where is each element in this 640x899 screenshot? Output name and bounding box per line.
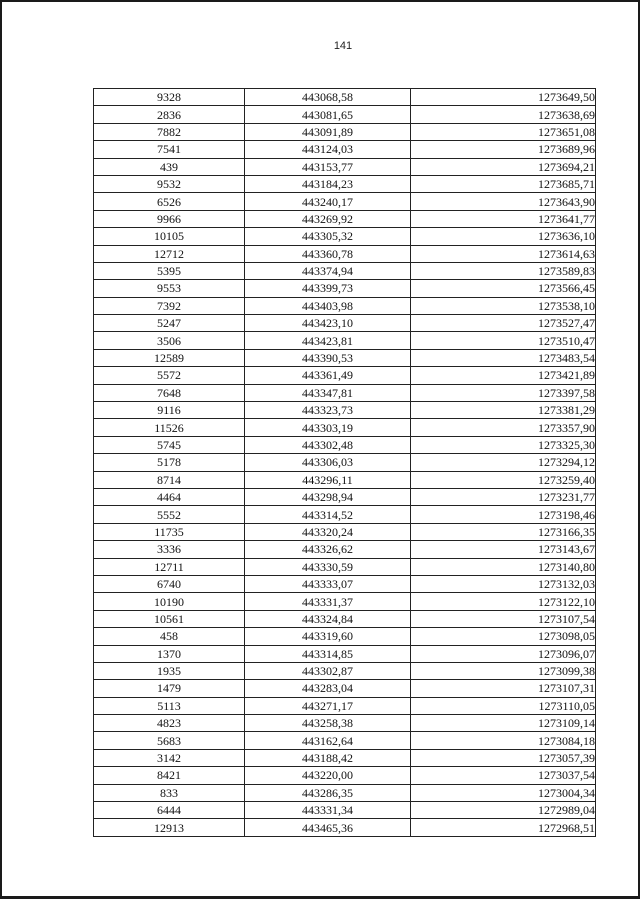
y-coordinate-cell: 1273527,47: [411, 315, 596, 332]
point-number-cell: 5745: [94, 436, 245, 453]
y-coordinate-cell: 1273110,05: [411, 697, 596, 714]
table-row: [94, 349, 596, 366]
y-coordinate-cell: 1273198,46: [411, 506, 596, 523]
coordinates-table-wrapper: [93, 88, 596, 837]
x-coordinate-cell: 443184,23: [245, 175, 411, 192]
x-coordinate-cell: 443305,32: [245, 228, 411, 245]
coordinates-table-body: [94, 89, 596, 837]
y-coordinate-cell: 1273325,30: [411, 436, 596, 453]
y-coordinate-cell: 1273294,12: [411, 454, 596, 471]
table-row: [94, 697, 596, 714]
scan-border-left: [0, 0, 2, 899]
table-row: [94, 419, 596, 436]
x-coordinate-cell: 443302,48: [245, 436, 411, 453]
x-coordinate-cell: 443302,87: [245, 662, 411, 679]
point-number-cell: 458: [94, 628, 245, 645]
point-number-cell: 5247: [94, 315, 245, 332]
y-coordinate-cell: 1273109,14: [411, 715, 596, 732]
y-coordinate-cell: 1273098,05: [411, 628, 596, 645]
table-row: [94, 749, 596, 766]
x-coordinate-cell: 443320,24: [245, 523, 411, 540]
table-row: [94, 262, 596, 279]
y-coordinate-cell: 1273057,39: [411, 749, 596, 766]
y-coordinate-cell: 1273107,31: [411, 680, 596, 697]
table-row: [94, 628, 596, 645]
y-coordinate-cell: 1273685,71: [411, 175, 596, 192]
point-number-cell: 10561: [94, 610, 245, 627]
point-number-cell: 8421: [94, 767, 245, 784]
point-number-cell: 9116: [94, 402, 245, 419]
table-row: [94, 506, 596, 523]
x-coordinate-cell: 443331,34: [245, 802, 411, 819]
point-number-cell: 5395: [94, 262, 245, 279]
x-coordinate-cell: 443324,84: [245, 610, 411, 627]
point-number-cell: 8714: [94, 471, 245, 488]
table-row: [94, 106, 596, 123]
table-row: [94, 436, 596, 453]
y-coordinate-cell: 1273107,54: [411, 610, 596, 627]
point-number-cell: 5552: [94, 506, 245, 523]
table-row: [94, 471, 596, 488]
point-number-cell: 7392: [94, 297, 245, 314]
coordinates-table: [93, 88, 596, 837]
point-number-cell: 6740: [94, 575, 245, 592]
x-coordinate-cell: 443465,36: [245, 819, 411, 836]
x-coordinate-cell: 443333,07: [245, 575, 411, 592]
y-coordinate-cell: 1273689,96: [411, 141, 596, 158]
table-row: [94, 715, 596, 732]
table-row: [94, 384, 596, 401]
point-number-cell: 9966: [94, 210, 245, 227]
y-coordinate-cell: 1273143,67: [411, 541, 596, 558]
y-coordinate-cell: 1273122,10: [411, 593, 596, 610]
x-coordinate-cell: 443081,65: [245, 106, 411, 123]
table-row: [94, 645, 596, 662]
y-coordinate-cell: 1273651,08: [411, 123, 596, 140]
x-coordinate-cell: 443286,35: [245, 784, 411, 801]
y-coordinate-cell: 1272968,51: [411, 819, 596, 836]
table-row: [94, 767, 596, 784]
point-number-cell: 1370: [94, 645, 245, 662]
table-row: [94, 732, 596, 749]
table-row: [94, 228, 596, 245]
x-coordinate-cell: 443091,89: [245, 123, 411, 140]
y-coordinate-cell: 1273397,58: [411, 384, 596, 401]
point-number-cell: 6526: [94, 193, 245, 210]
table-row: [94, 297, 596, 314]
scan-border-top: [0, 0, 640, 2]
x-coordinate-cell: 443423,10: [245, 315, 411, 332]
page-number: 141: [333, 40, 353, 52]
table-row: [94, 367, 596, 384]
table-row: [94, 158, 596, 175]
table-row: [94, 402, 596, 419]
x-coordinate-cell: 443258,38: [245, 715, 411, 732]
y-coordinate-cell: 1273259,40: [411, 471, 596, 488]
table-row: [94, 141, 596, 158]
point-number-cell: 1935: [94, 662, 245, 679]
point-number-cell: 11526: [94, 419, 245, 436]
y-coordinate-cell: 1273357,90: [411, 419, 596, 436]
point-number-cell: 10105: [94, 228, 245, 245]
x-coordinate-cell: 443330,59: [245, 558, 411, 575]
table-row: [94, 593, 596, 610]
point-number-cell: 12712: [94, 245, 245, 262]
point-number-cell: 7541: [94, 141, 245, 158]
point-number-cell: 3142: [94, 749, 245, 766]
y-coordinate-cell: 1273096,07: [411, 645, 596, 662]
y-coordinate-cell: 1273510,47: [411, 332, 596, 349]
table-row: [94, 280, 596, 297]
x-coordinate-cell: 443068,58: [245, 89, 411, 106]
y-coordinate-cell: 1273641,77: [411, 210, 596, 227]
table-row: [94, 123, 596, 140]
x-coordinate-cell: 443360,78: [245, 245, 411, 262]
y-coordinate-cell: 1273538,10: [411, 297, 596, 314]
x-coordinate-cell: 443188,42: [245, 749, 411, 766]
x-coordinate-cell: 443153,77: [245, 158, 411, 175]
point-number-cell: 10190: [94, 593, 245, 610]
point-number-cell: 3336: [94, 541, 245, 558]
point-number-cell: 7648: [94, 384, 245, 401]
table-row: [94, 523, 596, 540]
point-number-cell: 5572: [94, 367, 245, 384]
x-coordinate-cell: 443374,94: [245, 262, 411, 279]
y-coordinate-cell: 1273694,21: [411, 158, 596, 175]
y-coordinate-cell: 1273037,54: [411, 767, 596, 784]
table-row: [94, 89, 596, 106]
point-number-cell: 12589: [94, 349, 245, 366]
point-number-cell: 2836: [94, 106, 245, 123]
table-row: [94, 332, 596, 349]
x-coordinate-cell: 443331,37: [245, 593, 411, 610]
x-coordinate-cell: 443298,94: [245, 488, 411, 505]
x-coordinate-cell: 443303,19: [245, 419, 411, 436]
y-coordinate-cell: 1273614,63: [411, 245, 596, 262]
point-number-cell: 833: [94, 784, 245, 801]
x-coordinate-cell: 443162,64: [245, 732, 411, 749]
x-coordinate-cell: 443314,52: [245, 506, 411, 523]
y-coordinate-cell: 1273421,89: [411, 367, 596, 384]
point-number-cell: 12913: [94, 819, 245, 836]
x-coordinate-cell: 443269,92: [245, 210, 411, 227]
table-row: [94, 819, 596, 836]
x-coordinate-cell: 443240,17: [245, 193, 411, 210]
table-row: [94, 454, 596, 471]
table-row: [94, 662, 596, 679]
point-number-cell: 4823: [94, 715, 245, 732]
y-coordinate-cell: 1273566,45: [411, 280, 596, 297]
y-coordinate-cell: 1273649,50: [411, 89, 596, 106]
table-row: [94, 802, 596, 819]
point-number-cell: 4464: [94, 488, 245, 505]
x-coordinate-cell: 443314,85: [245, 645, 411, 662]
point-number-cell: 3506: [94, 332, 245, 349]
point-number-cell: 439: [94, 158, 245, 175]
table-row: [94, 610, 596, 627]
point-number-cell: 5683: [94, 732, 245, 749]
y-coordinate-cell: 1273231,77: [411, 488, 596, 505]
y-coordinate-cell: 1273643,90: [411, 193, 596, 210]
y-coordinate-cell: 1273084,18: [411, 732, 596, 749]
table-row: [94, 193, 596, 210]
y-coordinate-cell: 1273132,03: [411, 575, 596, 592]
table-row: [94, 575, 596, 592]
point-number-cell: 9328: [94, 89, 245, 106]
x-coordinate-cell: 443403,98: [245, 297, 411, 314]
y-coordinate-cell: 1273381,29: [411, 402, 596, 419]
table-row: [94, 315, 596, 332]
y-coordinate-cell: 1272989,04: [411, 802, 596, 819]
x-coordinate-cell: 443323,73: [245, 402, 411, 419]
table-row: [94, 488, 596, 505]
y-coordinate-cell: 1273004,34: [411, 784, 596, 801]
x-coordinate-cell: 443390,53: [245, 349, 411, 366]
table-row: [94, 784, 596, 801]
y-coordinate-cell: 1273166,35: [411, 523, 596, 540]
x-coordinate-cell: 443306,03: [245, 454, 411, 471]
table-row: [94, 558, 596, 575]
x-coordinate-cell: 443283,04: [245, 680, 411, 697]
y-coordinate-cell: 1273589,83: [411, 262, 596, 279]
x-coordinate-cell: 443347,81: [245, 384, 411, 401]
x-coordinate-cell: 443326,62: [245, 541, 411, 558]
x-coordinate-cell: 443124,03: [245, 141, 411, 158]
table-row: [94, 541, 596, 558]
table-row: [94, 210, 596, 227]
y-coordinate-cell: 1273638,69: [411, 106, 596, 123]
x-coordinate-cell: 443296,11: [245, 471, 411, 488]
y-coordinate-cell: 1273099,38: [411, 662, 596, 679]
table-row: [94, 175, 596, 192]
point-number-cell: 12711: [94, 558, 245, 575]
point-number-cell: 11735: [94, 523, 245, 540]
table-row: [94, 680, 596, 697]
point-number-cell: 6444: [94, 802, 245, 819]
x-coordinate-cell: 443220,00: [245, 767, 411, 784]
x-coordinate-cell: 443361,49: [245, 367, 411, 384]
point-number-cell: 1479: [94, 680, 245, 697]
x-coordinate-cell: 443271,17: [245, 697, 411, 714]
x-coordinate-cell: 443399,73: [245, 280, 411, 297]
y-coordinate-cell: 1273483,54: [411, 349, 596, 366]
point-number-cell: 7882: [94, 123, 245, 140]
point-number-cell: 9532: [94, 175, 245, 192]
point-number-cell: 5178: [94, 454, 245, 471]
y-coordinate-cell: 1273636,10: [411, 228, 596, 245]
x-coordinate-cell: 443319,60: [245, 628, 411, 645]
table-row: [94, 245, 596, 262]
y-coordinate-cell: 1273140,80: [411, 558, 596, 575]
point-number-cell: 5113: [94, 697, 245, 714]
x-coordinate-cell: 443423,81: [245, 332, 411, 349]
point-number-cell: 9553: [94, 280, 245, 297]
